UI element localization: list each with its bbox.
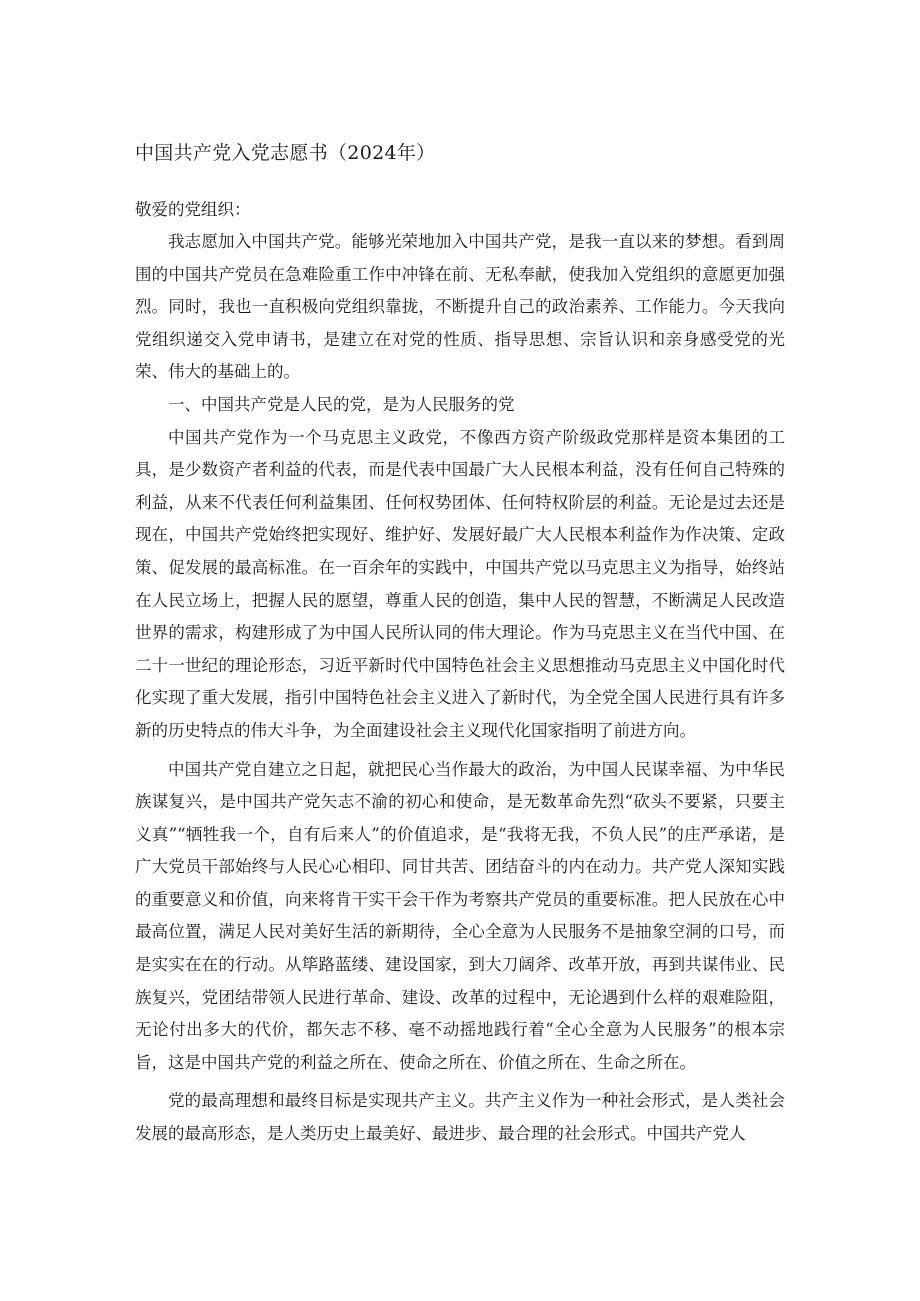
paragraph-original-mission: 中国共产党自建立之日起，就把民心当作最大的政治，为中国人民谋幸福、为中华民族谋复兴，是中国共产党矢志不渝的初心和使命，是无数革命先烈“砍头不要紧，只要主义真”“牺牲我一个，自有后来人”的价值追求，是“我将无我，不负人民”的庄严承诺，是广大党员干部始终与人民心心相印、同甘共苦、团结奋斗的内在动力。共产党人深知实践的重要意义和价值，向来将肯干实干会干作为考察共产党员的重要标准。把人民放在心中最高位置，满足人民对美好生活的新期待，全心全意为人民服务不是抽象空洞的口号，而是实实在在的行动。从筚路蓝缕、建设国家，到大刀阔斧、改革开放，再到共谋伟业、民族复兴，党团结带领人民进行革命、建设、改革的过程中，无论遇到什么样的艰难险阻，无论付出多大的代价，都矢志不移、毫不动摇地践行着“全心全意为人民服务”的根本宗旨，这是中国共产党的利益之所在、使命之所在、价值之所在、生命之所在。 <box>135 759 785 1072</box>
salutation: 敬爱的党组织： <box>135 200 251 219</box>
section-heading-1: 一、中国共产党是人民的党，是为人民服务的党 <box>168 394 515 414</box>
paragraph-ultimate-goal: 党的最高理想和最终目标是实现共产主义。共产主义作为一种社会形式，是人类社会发展的最高形态，是人类历史上最美好、最进步、最合理的社会形式。中国共产党人 <box>135 1091 785 1144</box>
document-title: 中国共产党入党志愿书（2024年） <box>135 142 436 164</box>
paragraph-party-nature: 中国共产党作为一个马克思主义政党，不像西方资产阶级政党那样是资本集团的工具，是少数资产者利益的代表，而是代表中国最广大人民根本利益，没有任何自己特殊的利益，从来不代表任何利益集团、任何权势团体、任何特权阶层的利益。无论是过去还是现在，中国共产党始终把实现好、维护好、发展好最广大人民根本利益作为作决策、定政策、促发展的最高标准。在一百余年的实践中，中国共产党以马克思主义为指导，始终站在人民立场上，把握人民的愿望，尊重人民的创造，集中人民的智慧，不断满足人民改造世界的需求，构建形成了为中国人民所认同的伟大理论。作为马克思主义在当代中国、在二十一世纪的理论形态，习近平新时代中国特色社会主义思想推动马克思主义中国化时代化实现了重大发展，指引中国特色社会主义进入了新时代，为全党全国人民进行具有许多新的历史特点的伟大斗争，为全面建设社会主义现代化国家指明了前进方向。 <box>135 427 785 740</box>
document-page <box>135 138 785 1151</box>
paragraph-intro: 我志愿加入中国共产党。能够光荣地加入中国共产党，是我一直以来的梦想。看到周围的中国共产党员在急难险重工作中冲锋在前、无私奉献，使我加入党组织的意愿更加强烈。同时，我也一直积极向党组织靠拢，不断提升自己的政治素养、工作能力。今天我向党组织递交入党申请书，是建立在对党的性质、指导思想、宗旨认识和亲身感受党的光荣、伟大的基础上的。 <box>135 232 785 382</box>
